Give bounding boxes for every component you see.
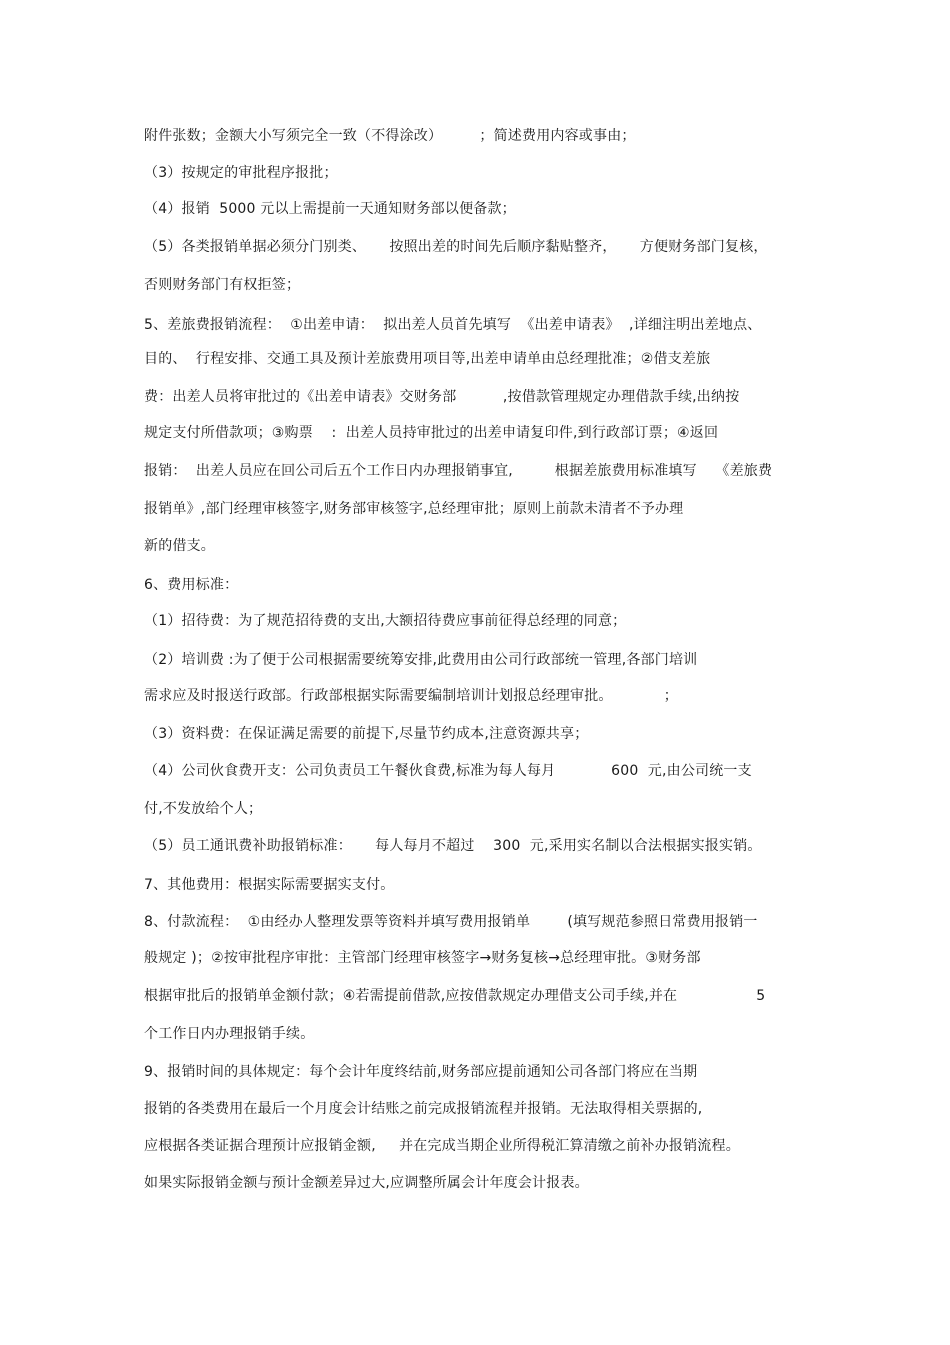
text-line: （4）报销 5000 元以上需提前一天通知财务部以便备款； — [144, 201, 516, 217]
text-line: 付,不发放给个人； — [144, 801, 263, 817]
text-line: 报销的各类费用在最后一个月度会计结账之前完成报销流程并报销。无法取得相关票据的, — [144, 1101, 703, 1117]
text-line: 报销单》,部门经理审核签字,财务部审核签字,总经理审批；原则上前款未清者不予办理 — [144, 501, 684, 517]
text-line: （4）公司伙食费开支：公司负责员工午餐伙食费,标准为每人每月 600 元,由公司统一支 — [144, 763, 752, 779]
text-line: 需求应及时报送行政部。行政部根据实际需要编制培训计划报总经理审批。 ； — [144, 688, 678, 704]
text-line: （5）员工通讯费补助报销标准： 每人每月不超过 300 元,采用实名制以合法根据实报实销。 — [144, 838, 762, 854]
text-line: 8、付款流程： ①由经办人整理发票等资料并填写费用报销单 (填写规范参照日常费用报销一 — [144, 914, 758, 930]
text-line: （1）招待费：为了规范招待费的支出,大额招待费应事前征得总经理的同意； — [144, 613, 627, 629]
text-line: 应根据各类证据合理预计应报销金额, 并在完成当期企业所得税汇算清缴之前补办报销流程。 — [144, 1138, 740, 1154]
text-line: 报销： 出差人员应在回公司后五个工作日内办理报销事宜, 根据差旅费用标准填写 《差旅费 — [144, 463, 773, 479]
text-line: 新的借支。 — [144, 538, 215, 554]
text-line: 根据审批后的报销单金额付款；④若需提前借款,应按借款规定办理借支公司手续,并在 5 — [144, 988, 766, 1004]
text-line: 般规定 )；②按审批程序审批：主管部门经理审核签字→财务复核→总经理审批。③财务部 — [144, 950, 701, 966]
text-line: 费：出差人员将审批过的《出差申请表》交财务部 ,按借款管理规定办理借款手续,出纳按 — [144, 389, 740, 405]
text-line: 5、差旅费报销流程： ①出差申请： 拟出差人员首先填写 《出差申请表》 ,详细注明出差地点、 — [144, 317, 762, 333]
text-line: 7、其他费用：根据实际需要据实支付。 — [144, 877, 395, 893]
text-line: （5）各类报销单据必须分门别类、 按照出差的时间先后顺序黏贴整齐， 方便财务部门复核， — [144, 239, 768, 255]
text-line: 9、报销时间的具体规定：每个会计年度终结前,财务部应提前通知公司各部门将应在当期 — [144, 1064, 698, 1080]
text-line: 如果实际报销金额与预计金额差异过大,应调整所属会计年度会计报表。 — [144, 1175, 589, 1191]
text-line: （3）按规定的审批程序报批； — [144, 165, 338, 181]
text-line: 6、费用标准： — [144, 577, 239, 593]
text-line: 目的、 行程安排、交通工具及预计差旅费用项目等,出差申请单由总经理批准；②借支差旅 — [144, 351, 711, 367]
text-line: 个工作日内办理报销手续。 — [144, 1026, 315, 1042]
text-line: 规定支付所借款项；③购票 : 出差人员持审批过的出差申请复印件,到行政部订票；④返回 — [144, 425, 719, 441]
text-line: 否则财务部门有权拒签； — [144, 277, 301, 293]
text-line: （3）资料费：在保证满足需要的前提下,尽量节约成本,注意资源共享； — [144, 726, 589, 742]
text-line: 附件张数；金额大小写须完全一致（不得涂改） ；简述费用内容或事由； — [144, 128, 636, 144]
text-line: （2）培训费 :为了便于公司根据需要统筹安排,此费用由公司行政部统一管理,各部门培训 — [144, 652, 698, 668]
